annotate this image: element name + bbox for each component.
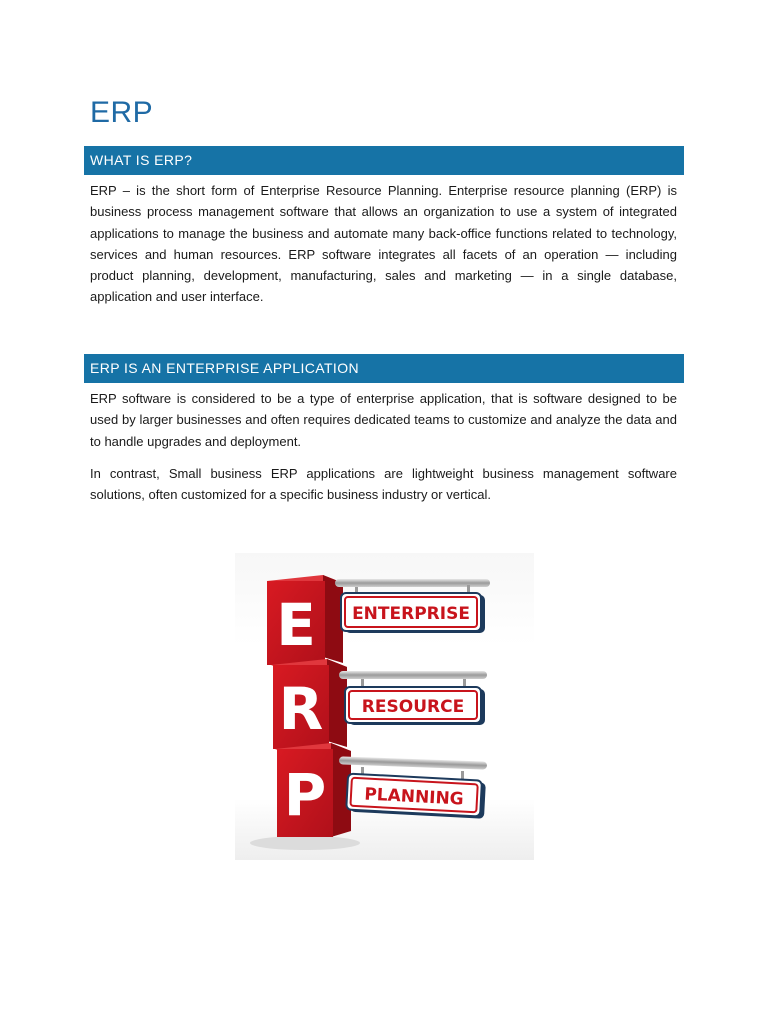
erp-illustration [235,553,534,860]
section-heading-what-is-erp: WHAT IS ERP? [84,146,684,175]
paragraph-small-business-erp: In contrast, Small business ERP applications are lightweight business management software solutions, often customized for a specific business industry or vertical. [90,466,677,503]
cube-p [275,743,351,837]
paragraph-enterprise-application: ERP software is considered to be a type of enterprise application, that is software designed to be used by larger businesses and often requires dedicated teams to customize and analyze the data and to handle upgrades and deployment. [90,391,677,449]
page-title: ERP [90,96,154,129]
cube-r [271,659,347,749]
sign-label-resource: RESOURCE [361,697,465,717]
erp-signpost-graphic [235,553,534,860]
paragraph-erp-definition: ERP – is the short form of Enterprise Resource Planning. Enterprise resource planning (ERP) is business process management software that allows an organization to use a system of integrated applications to manage the business and automate many back-office functions related to technology, services and human resources. ERP software integrates all facets of an operation — including product planning, development, manufacturing, sales and marketing — in a single database, application and user interface. [90,183,677,305]
ground-shadow [250,836,360,850]
section-heading-enterprise-application: ERP IS AN ENTERPRISE APPLICATION [84,354,684,383]
cube-letter-p: P [283,761,327,829]
cube-e [267,575,343,665]
sign-label-enterprise: ENTERPRISE [352,604,470,624]
sign-resource [339,671,487,725]
cube-letter-r: R [278,675,324,743]
sign-enterprise [335,579,490,633]
sign-planning [339,756,487,818]
sign-label-planning: PLANNING [363,784,465,810]
cube-letter-e: E [276,591,316,659]
